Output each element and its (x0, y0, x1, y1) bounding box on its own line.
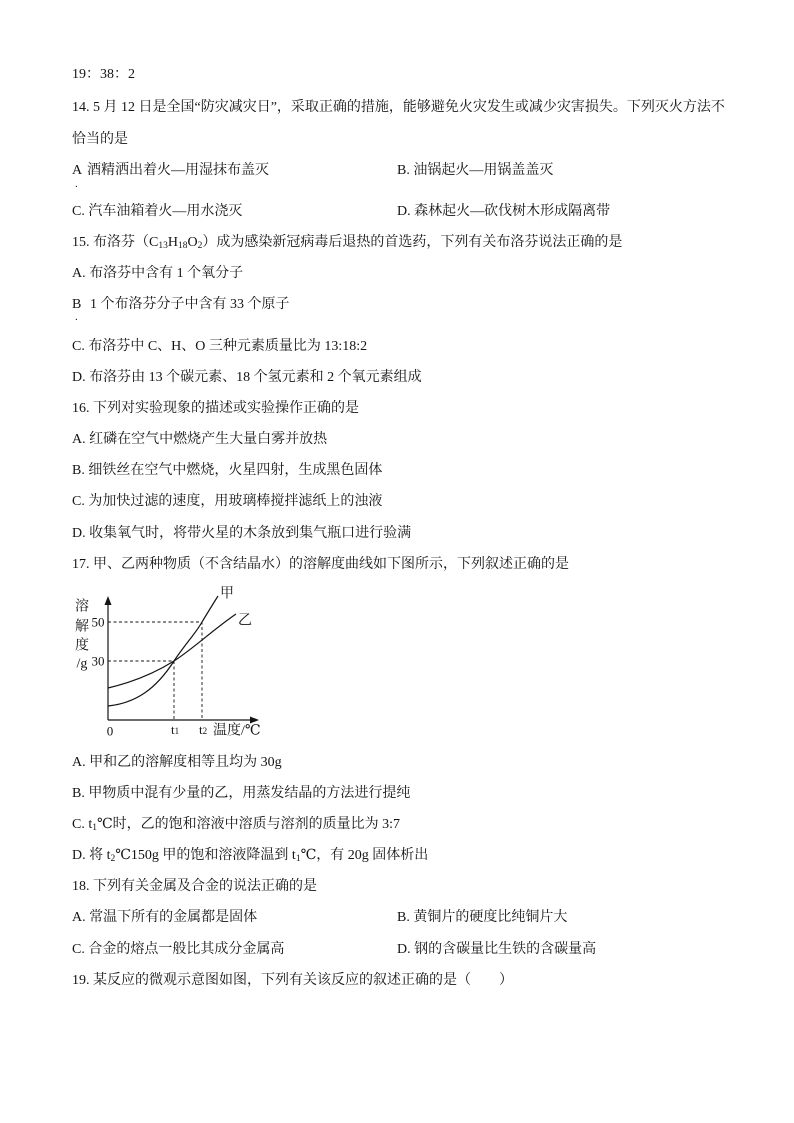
x-tick-label (199, 722, 207, 737)
y-label-char: /g (76, 656, 88, 672)
q14-option-a-letter: A (72, 163, 83, 178)
origin-label: 0 (106, 723, 114, 739)
q14-option-a-dot: . (75, 178, 78, 190)
q17-option-d-part: ℃，有 20g 固体析出 (300, 848, 429, 863)
q17-stem: 17. 甲、乙两种物质（不含结晶水）的溶解度曲线如下图所示，下列叙述正确的是 (72, 557, 569, 572)
q18-option-c: C. 合金的熔点一般比其成分金属高 (72, 942, 285, 957)
q16-stem: 16. 下列对实验现象的描述或实验操作正确的是 (72, 401, 359, 416)
q15-option-d: D. 布洛芬由 13 个碳元素、18 个氢元素和 2 个氧元素组成 (72, 370, 422, 385)
y-label-char: 度 (75, 638, 89, 654)
q18-option-b: B. 黄铜片的硬度比纯铜片大 (397, 910, 568, 925)
x-tick-label (171, 722, 179, 737)
x-tick-var: t (171, 721, 175, 737)
q15-option-b-text: 1 个布洛芬分子中含有 33 个原子 (90, 297, 290, 312)
prev-answer-fragment: 19：38：2 (72, 67, 135, 82)
q17-option-b: B. 甲物质中混有少量的乙，用蒸发结晶的方法进行提纯 (72, 786, 411, 801)
q16-option-d: D. 收集氧气时，将带火星的木条放到集气瓶口进行验满 (72, 526, 412, 541)
q15-stem-part: H (167, 235, 178, 250)
solubility-curve-figure (60, 585, 270, 745)
y-label-char: 溶 (75, 599, 89, 615)
q15-stem-part: ）成为感染新冠病毒后退热的首选药，下列有关布洛芬说法正确的是 (202, 235, 623, 250)
q14-stem-line1: 14. 5 月 12 日是全国“防灾减灾日”，采取正确的措施，能够避免火灾发生或减少灾害损失。下列灭火方法不 (72, 100, 725, 115)
y-tick-label: 50 (91, 614, 105, 630)
q15-option-b-dot: . (75, 311, 78, 323)
x-axis-arrow-icon (250, 717, 259, 724)
x-tick-subscript: 2 (202, 726, 208, 736)
q18-option-d: D. 钢的含碳量比生铁的含碳量高 (397, 942, 597, 957)
q15-option-b-letter: B (72, 297, 82, 312)
q19-stem: 19. 某反应的微观示意图如图，下列有关该反应的叙述正确的是（ ） (72, 973, 513, 988)
q14-stem-line2: 恰当的是 (72, 132, 128, 147)
q15-option-c: C. 布洛芬中 C、H、O 三种元素质量比为 13:18:2 (72, 339, 368, 354)
q14-option-a-text: 酒精洒出着火—用湿抹布盖灭 (87, 163, 269, 178)
q17-option-c-part: ℃时，乙的饱和溶液中溶质与溶剂的质量比为 3:7 (96, 817, 401, 832)
temperature-subscript: 1 (92, 823, 97, 833)
q14-option-c: C. 汽车油箱着火—用水浇灭 (72, 204, 243, 219)
q17-option-c-part: C. t (72, 817, 93, 832)
q14-option-d: D. 森林起火—砍伐树木形成隔离带 (397, 204, 611, 219)
temperature-subscript: 1 (295, 854, 301, 864)
q15-stem-part: O (187, 235, 198, 250)
series-label-yi: 乙 (238, 613, 252, 629)
y-tick-label: 30 (91, 653, 105, 669)
x-tick-var: t (199, 721, 203, 737)
series-label-jia: 甲 (220, 586, 234, 602)
q17-option-d (72, 846, 428, 866)
q17-option-d-part: D. 将 t (72, 848, 111, 863)
q18-stem: 18. 下列有关金属及合金的说法正确的是 (72, 879, 317, 894)
curve-yi (108, 614, 236, 688)
x-tick-subscript: 1 (174, 726, 180, 736)
q16-option-c: C. 为加快过滤的速度，用玻璃棒搅拌滤纸上的浊液 (72, 494, 383, 509)
q15-option-a: A. 布洛芬中含有 1 个氧分子 (72, 266, 244, 281)
guide-line-t1 (108, 661, 174, 720)
q16-option-a: A. 红磷在空气中燃烧产生大量白雾并放热 (72, 432, 328, 447)
q15-stem (72, 233, 622, 253)
q14-option-b: B. 油锅起火—用锅盖盖灭 (397, 163, 554, 178)
formula-subscript: 13 (158, 241, 168, 251)
q15-stem-part: 15. 布洛芬（C (72, 235, 159, 250)
q17-option-c (72, 815, 400, 835)
formula-subscript: 18 (177, 241, 188, 251)
curve-jia (108, 596, 218, 706)
q17-option-d-part: ℃150g 甲的饱和溶液降温到 t (115, 848, 296, 863)
q17-option-a: A. 甲和乙的溶解度相等且均为 30g (72, 755, 282, 770)
x-axis-label: 温度/℃ (213, 723, 261, 739)
y-label-char: 解 (75, 619, 89, 635)
temperature-subscript: 2 (110, 854, 116, 864)
y-axis-arrow-icon (105, 596, 112, 605)
q18-option-a: A. 常温下所有的金属都是固体 (72, 910, 258, 925)
q16-option-b: B. 细铁丝在空气中燃烧，火星四射，生成黑色固体 (72, 463, 383, 478)
formula-subscript: 2 (197, 241, 203, 251)
